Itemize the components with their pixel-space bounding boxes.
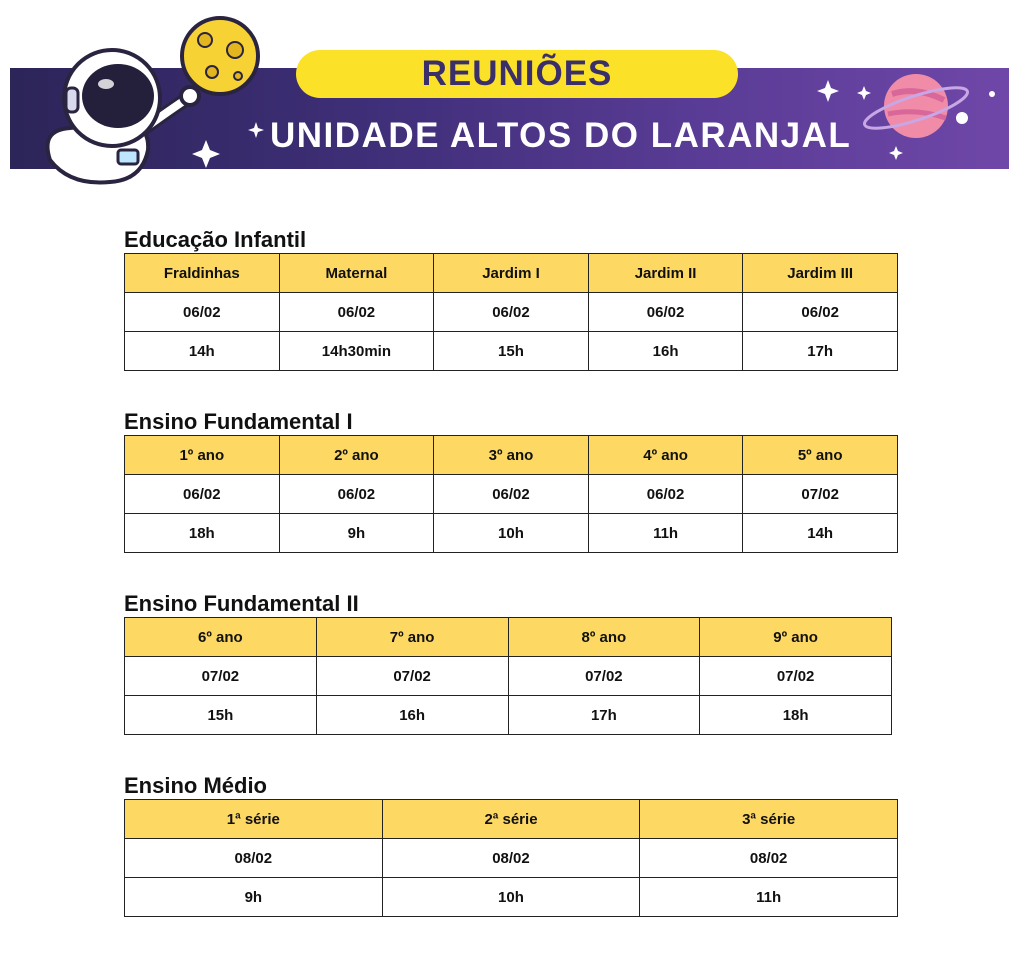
date-cell: 06/02 — [125, 293, 280, 332]
time-row — [125, 878, 898, 917]
time-cell: 9h — [125, 878, 383, 917]
column-header: 3º ano — [434, 436, 589, 475]
column-header: 1ª série — [125, 800, 383, 839]
time-row — [125, 514, 898, 553]
date-cell: 07/02 — [743, 475, 898, 514]
date-cell: 06/02 — [588, 475, 743, 514]
section-title: Ensino Fundamental II — [124, 591, 359, 616]
time-cell: 14h30min — [279, 332, 434, 371]
schedule-table — [124, 253, 898, 371]
time-cell: 16h — [588, 332, 743, 371]
astronaut-illustration — [30, 10, 270, 200]
date-cell: 07/02 — [125, 657, 317, 696]
time-cell: 16h — [316, 696, 508, 735]
column-header: Jardim I — [434, 254, 589, 293]
time-cell: 11h — [640, 878, 898, 917]
column-header: 2º ano — [279, 436, 434, 475]
column-header: 4º ano — [588, 436, 743, 475]
column-header: Fraldinhas — [125, 254, 280, 293]
date-cell: 06/02 — [588, 293, 743, 332]
table-header-row — [125, 800, 898, 839]
section-title: Educação Infantil — [124, 227, 307, 252]
time-row — [125, 696, 892, 735]
date-cell: 07/02 — [508, 657, 700, 696]
schedule-table — [124, 435, 898, 553]
time-cell: 15h — [434, 332, 589, 371]
section-title: Ensino Médio — [124, 773, 267, 798]
date-cell: 06/02 — [279, 475, 434, 514]
column-header: 6º ano — [125, 618, 317, 657]
table-header-row — [125, 254, 898, 293]
column-header: 9º ano — [700, 618, 892, 657]
column-header: 2ª série — [382, 800, 640, 839]
time-cell: 10h — [434, 514, 589, 553]
table-header-row — [125, 436, 898, 475]
planet-icon — [861, 74, 971, 138]
time-cell: 14h — [125, 332, 280, 371]
date-row — [125, 657, 892, 696]
date-cell: 07/02 — [316, 657, 508, 696]
time-cell: 14h — [743, 514, 898, 553]
time-cell: 10h — [382, 878, 640, 917]
section-title: Ensino Fundamental I — [124, 409, 353, 434]
column-header: 1º ano — [125, 436, 280, 475]
time-row — [125, 332, 898, 371]
time-cell: 18h — [125, 514, 280, 553]
date-cell: 06/02 — [434, 293, 589, 332]
time-cell: 15h — [125, 696, 317, 735]
date-cell: 08/02 — [640, 839, 898, 878]
column-header: 5º ano — [743, 436, 898, 475]
date-row — [125, 475, 898, 514]
time-cell: 9h — [279, 514, 434, 553]
sparkle-icon — [246, 120, 266, 140]
astronaut-icon — [48, 50, 200, 183]
time-cell: 17h — [743, 332, 898, 371]
date-cell: 08/02 — [125, 839, 383, 878]
page-subtitle: UNIDADE ALTOS DO LARANJAL — [270, 116, 852, 155]
column-header: Jardim III — [743, 254, 898, 293]
date-cell: 06/02 — [434, 475, 589, 514]
column-header: Jardim II — [588, 254, 743, 293]
column-header: 8º ano — [508, 618, 700, 657]
time-cell: 11h — [588, 514, 743, 553]
moon-icon — [182, 18, 258, 94]
page-title: REUNIÕES — [296, 50, 738, 98]
date-cell: 06/02 — [279, 293, 434, 332]
schedule-table — [124, 799, 898, 917]
section-educacao-infantil — [124, 227, 898, 371]
time-cell: 17h — [508, 696, 700, 735]
section-ensino-fundamental-i — [124, 409, 898, 553]
date-cell: 07/02 — [700, 657, 892, 696]
date-cell: 08/02 — [382, 839, 640, 878]
section-ensino-medio — [124, 773, 898, 917]
schedule-table — [124, 617, 892, 735]
date-cell: 06/02 — [743, 293, 898, 332]
column-header: Maternal — [279, 254, 434, 293]
table-header-row — [125, 618, 892, 657]
column-header: 7º ano — [316, 618, 508, 657]
time-cell: 18h — [700, 696, 892, 735]
date-cell: 06/02 — [125, 475, 280, 514]
section-ensino-fundamental-ii — [124, 591, 892, 735]
date-row — [125, 293, 898, 332]
column-header: 3ª série — [640, 800, 898, 839]
date-row — [125, 839, 898, 878]
